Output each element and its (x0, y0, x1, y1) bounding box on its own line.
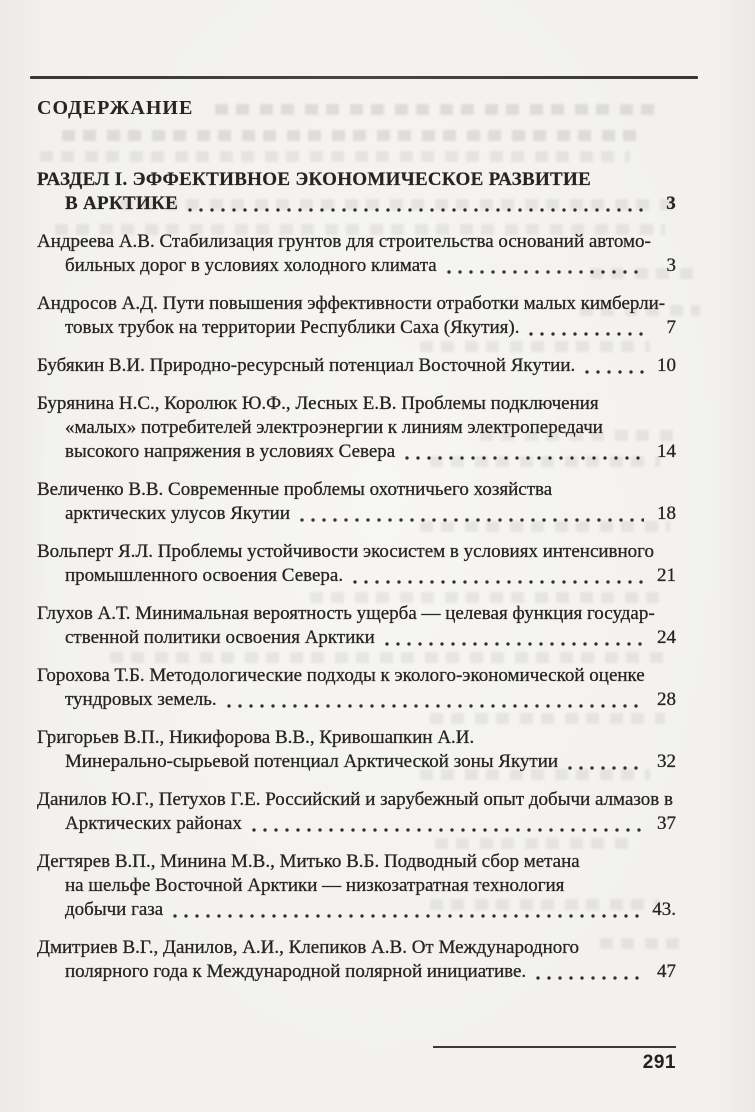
page-title: СОДЕРЖАНИЕ (37, 97, 194, 119)
entry-text: Величенко В.В. Современные проблемы охотничьего хозяйства (37, 479, 553, 500)
entry-text: арктических улусов Якутии (65, 503, 291, 524)
page-ref: 24 (657, 627, 676, 648)
toc-entry (37, 540, 676, 588)
dot-leader (526, 960, 652, 984)
toc-entry (37, 788, 676, 836)
entry-line (37, 750, 676, 774)
entry-line (37, 726, 676, 750)
dot-leader (395, 440, 652, 464)
entry-text: полярного года к Международной полярной инициативе. (65, 961, 527, 982)
toc-entry (37, 726, 676, 774)
entry-line (37, 540, 676, 564)
page-ref: 43. (652, 899, 676, 920)
entry-text: Арктических районах (65, 813, 242, 834)
entry-line (37, 812, 676, 836)
entry-line (37, 936, 676, 960)
toc-entry (37, 292, 676, 340)
entry-text: Дмитриев В.Г., Данилов, А.И., Клепиков А.В. От Международного (37, 937, 580, 958)
toc-entry (37, 850, 676, 922)
toc-entry (37, 936, 676, 984)
page-ref: 21 (657, 565, 676, 586)
dot-leader (178, 192, 652, 216)
entry-line (37, 416, 676, 440)
entry-line (37, 664, 676, 688)
entry-line (37, 292, 676, 316)
entry-line (37, 316, 676, 340)
page-ref: 7 (666, 317, 676, 338)
entry-text: РАЗДЕЛ I. ЭФФЕКТИВНОЕ ЭКОНОМИЧЕСКОЕ РАЗВИТИЕ (37, 169, 592, 190)
footer-rule (433, 1046, 676, 1048)
page-ref: 3 (666, 193, 676, 214)
entry-text: Бурянина Н.С., Королюк Ю.Ф., Лесных Е.В. Проблемы подключения (37, 393, 599, 414)
entry-text: Дегтярев В.П., Минина М.В., Митько В.Б. Подводный сбор метана (37, 851, 580, 872)
page-ref: 28 (657, 689, 676, 710)
toc-entry (37, 354, 676, 378)
entry-line (37, 254, 676, 278)
entry-line (37, 230, 676, 254)
dot-leader (217, 688, 652, 712)
entry-line (37, 688, 676, 712)
entry-text: бильных дорог в условиях холодного климата (65, 255, 437, 276)
entry-line (37, 850, 676, 874)
entry-line (37, 478, 676, 502)
dot-leader (575, 354, 652, 378)
entry-text: ственной политики освоения Арктики (65, 627, 375, 648)
entry-line (37, 354, 676, 378)
dot-leader (519, 316, 652, 340)
toc-entry (37, 392, 676, 464)
dot-leader (163, 898, 652, 922)
entry-text: Горохова Т.Б. Методологические подходы к эколого-экономической оценке (37, 665, 645, 686)
dot-leader (242, 812, 652, 836)
entry-text: на шельфе Восточной Арктики — низкозатратная технология (65, 875, 565, 896)
page-ref: 3 (666, 255, 676, 276)
entry-line (37, 502, 676, 526)
entry-line (37, 788, 676, 812)
toc-section-entry (37, 168, 676, 216)
page-ref: 10 (657, 355, 676, 376)
page-ref: 18 (657, 503, 676, 524)
entry-line (37, 874, 676, 898)
entry-text: добычи газа (65, 899, 164, 920)
entry-text: товых трубок на территории Республики Саха (Якутия). (65, 317, 520, 338)
entry-line (37, 602, 676, 626)
toc-entry (37, 602, 676, 650)
page-ref: 37 (657, 813, 676, 834)
dot-leader (558, 750, 652, 774)
page-ref: 32 (657, 751, 676, 772)
entry-text: Андреева А.В. Стабилизация грунтов для строительства оснований автомо- (37, 231, 651, 252)
entry-text: Вольперт Я.Л. Проблемы устойчивости экосистем в условиях интенсивного (37, 541, 654, 562)
entry-line (37, 564, 676, 588)
toc-entry (37, 478, 676, 526)
entry-text: Данилов Ю.Г., Петухов Г.Е. Российский и зарубежный опыт добычи алмазов в (37, 789, 673, 810)
page-ref: 14 (657, 441, 676, 462)
entry-line (37, 960, 676, 984)
toc-entry (37, 664, 676, 712)
entry-text: Бубякин В.И. Природно-ресурсный потенциал Восточной Якутии. (37, 355, 576, 376)
dot-leader (375, 626, 652, 650)
entry-text: Андросов А.Д. Пути повышения эффективности отработки малых кимберли- (37, 293, 666, 314)
dot-leader (343, 564, 652, 588)
entry-line (37, 392, 676, 416)
entry-text: Глухов А.Т. Минимальная вероятность ущерба — целевая функция государ- (37, 603, 655, 624)
top-rule (30, 76, 698, 79)
entry-text: промышленного освоения Севера. (65, 565, 344, 586)
entry-line (37, 898, 676, 922)
dot-leader (437, 254, 652, 278)
entry-text: Григорьев В.П., Никифорова В.В., Кривошапкин А.И. (37, 727, 475, 748)
entry-line (37, 168, 676, 192)
entry-line (37, 440, 676, 464)
entry-text: тундровых земель. (65, 689, 217, 710)
entry-line (37, 192, 676, 216)
entry-text: В АРКТИКЕ (65, 193, 179, 214)
entry-line (37, 626, 676, 650)
toc-entry (37, 230, 676, 278)
entry-text: «малых» потребителей электроэнергии к линиям электропередачи (65, 417, 603, 438)
table-of-contents (37, 96, 676, 998)
dot-leader (290, 502, 652, 526)
folio-page-number: 291 (642, 1052, 676, 1073)
entry-text: Минерально-сырьевой потенциал Арктической зоны Якутии (65, 751, 559, 772)
page-ref: 47 (657, 961, 676, 982)
entry-text: высокого напряжения в условиях Севера (65, 441, 396, 462)
